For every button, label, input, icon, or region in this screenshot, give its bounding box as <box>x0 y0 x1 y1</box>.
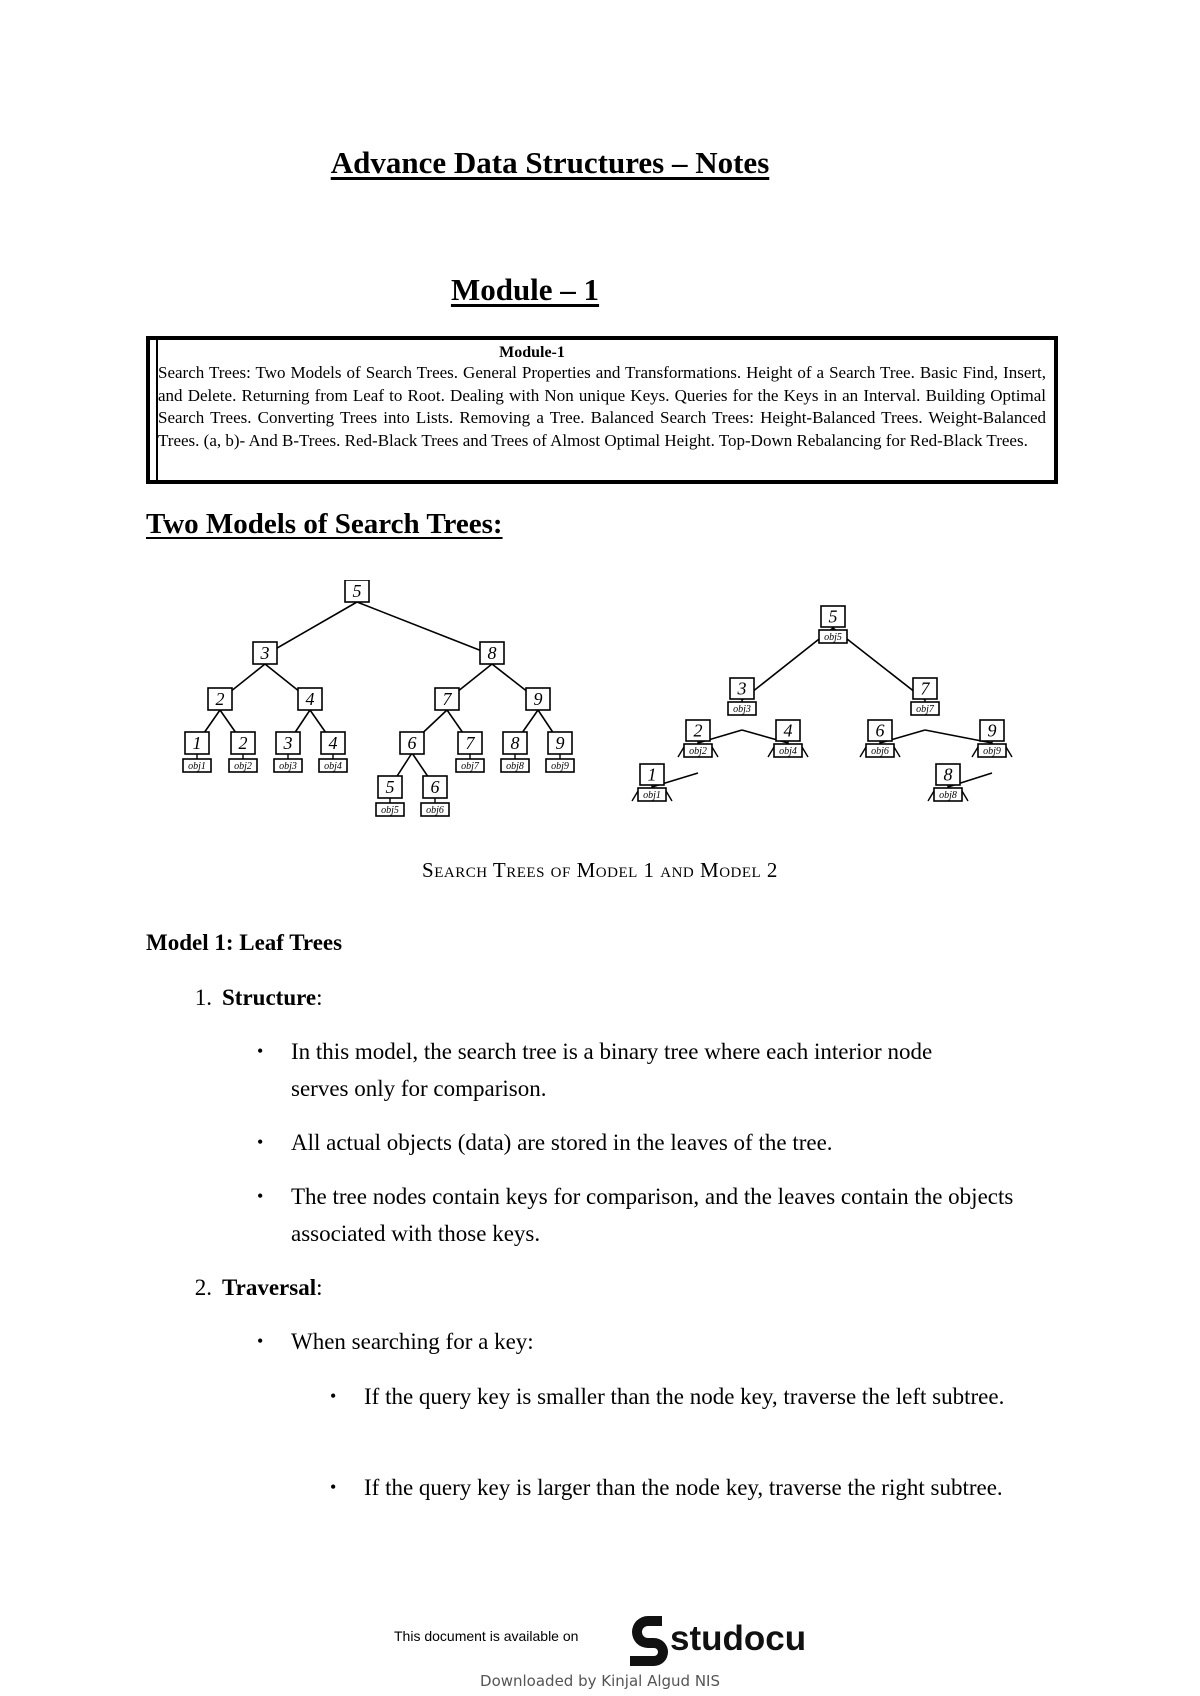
model1-node-label: 6 <box>430 777 440 798</box>
model2-node-label: 3 <box>737 678 747 699</box>
model1-node-label: 2 <box>238 733 248 754</box>
model1-node-label: 3 <box>260 643 270 664</box>
leaf-flare <box>666 791 672 801</box>
model2-object-label: obj1 <box>643 790 661 802</box>
model1-node-label: 8 <box>487 643 497 664</box>
document-title: Advance Data Structures – Notes <box>330 145 770 180</box>
model1-node-label: 6 <box>407 733 417 754</box>
model2-object-label: obj3 <box>733 704 751 716</box>
bullet-dot-icon: • <box>257 1186 264 1206</box>
studocu-wordmark: studocu <box>670 1619 807 1658</box>
bullet-dot-icon: • <box>330 1386 337 1406</box>
model1-leaf-object-label: obj2 <box>234 761 252 773</box>
leaf-flare <box>894 747 900 757</box>
item-number: 1. <box>194 985 212 1010</box>
item-label: Structure <box>222 985 317 1010</box>
model2-node-label: 9 <box>987 720 997 741</box>
syllabus-body: Search Trees: Two Models of Search Trees. General Properties and Transformations. Height of a Search Tree. Basic Find, Insert, and Delete. Returning from Leaf to Root. Dealing with Non unique Keys. Queries for the Keys in an Interval. Building Optimal Search Trees. Converting Trees into Lists. Removing a Tree. Balanced Search Trees: Height-Balanced Trees. Weight-Balanced Trees. (a, b)- And B-Trees. Red-Black Trees and Trees of Almost Optimal Height. Top-Down Rebalancing for Red-Black Trees. <box>158 363 1046 450</box>
bullet-item <box>257 1124 1051 1161</box>
model1-node-label: 4 <box>328 733 338 754</box>
leaf-flare <box>632 791 638 801</box>
bullet-text: In this model, the search tree is a binary tree where each interior node serves only for comparison. <box>291 1039 933 1101</box>
search-trees-figure <box>0 580 1200 850</box>
model2-node-label: 6 <box>875 720 885 741</box>
model2-tree <box>632 606 1012 801</box>
bullet-text: The tree nodes contain keys for comparison, and the leaves contain the objects associated with those keys. <box>291 1184 1014 1246</box>
sub-bullet-item <box>330 1469 1024 1506</box>
model1-leaf-object-label: obj4 <box>324 761 342 773</box>
bullet-dot-icon: • <box>257 1132 264 1152</box>
model1-node-label: 3 <box>283 733 293 754</box>
bullet-text: If the query key is larger than the node key, traverse the right subtree. <box>364 1475 1003 1500</box>
leaf-flare <box>962 791 968 801</box>
downloaded-by: Downloaded by Kinjal Algud NIS <box>480 1672 720 1690</box>
bullet-text: All actual objects (data) are stored in the leaves of the tree. <box>291 1130 833 1155</box>
model1-heading: Model 1: Leaf Trees <box>146 930 343 955</box>
footer-available-text: This document is available on <box>394 1628 579 1644</box>
studocu-mark-icon <box>630 1616 668 1666</box>
model2-object-label: obj2 <box>689 746 707 758</box>
model2-node-label: 2 <box>693 720 703 741</box>
item-label: Traversal <box>222 1275 317 1300</box>
model2-object-label: obj6 <box>871 746 889 758</box>
model2-object-label: obj4 <box>779 746 797 758</box>
bullet-text: When searching for a key: <box>291 1329 534 1354</box>
leaf-flare <box>678 747 684 757</box>
model2-node-label: 5 <box>828 606 838 627</box>
bullet-dot-icon: • <box>330 1477 337 1497</box>
syllabus-left-rule <box>156 340 158 480</box>
bullet-item <box>257 1033 951 1107</box>
model1-leaf-object-label: obj7 <box>461 761 479 773</box>
bullet-dot-icon: • <box>257 1331 264 1351</box>
model1-leaf-object-label: obj8 <box>506 761 524 773</box>
model1-node-label: 4 <box>305 689 315 710</box>
model1-node-label: 9 <box>555 733 565 754</box>
model1-node-label: 2 <box>215 689 225 710</box>
bullet-item <box>257 1323 991 1360</box>
leaf-flare <box>768 747 774 757</box>
model1-leaf-object-label: obj6 <box>426 805 444 817</box>
section-title: Two Models of Search Trees: <box>146 508 503 540</box>
sub-bullet-item <box>330 1378 1024 1415</box>
bullet-item <box>257 1178 1081 1252</box>
model1-node-label: 7 <box>442 689 452 710</box>
item-number: 2. <box>194 1275 212 1300</box>
model1-leaf-object-label: obj9 <box>551 761 569 773</box>
module-title: Module – 1 <box>450 272 600 307</box>
studocu-logo[interactable] <box>618 1610 818 1666</box>
leaf-flare <box>972 747 978 757</box>
leaf-flare <box>928 791 934 801</box>
item-colon: : <box>316 985 323 1010</box>
leaf-flare <box>860 747 866 757</box>
model1-node-label: 5 <box>352 581 362 602</box>
model2-edges <box>652 628 992 787</box>
model1-node-label: 7 <box>465 733 475 754</box>
bullet-text: If the query key is smaller than the node key, traverse the left subtree. <box>364 1384 1005 1409</box>
syllabus-box <box>146 336 1058 484</box>
bullet-dot-icon: • <box>257 1041 264 1061</box>
model1-node-label: 9 <box>533 689 543 710</box>
model2-object-label: obj8 <box>939 790 957 802</box>
syllabus-heading: Module-1 <box>499 344 565 361</box>
model2-object-label: obj7 <box>916 704 934 716</box>
model2-object-label: obj5 <box>824 632 842 644</box>
item-structure <box>172 985 323 1011</box>
model1-node-label: 8 <box>510 733 520 754</box>
leaf-flare <box>1006 747 1012 757</box>
model1-node-label: 1 <box>192 733 202 754</box>
item-colon: : <box>316 1275 323 1300</box>
model1-leaf-object-label: obj5 <box>381 805 399 817</box>
model1-leaf-object-label: obj1 <box>188 761 206 773</box>
model2-node-label: 7 <box>920 678 930 699</box>
model1-tree <box>183 580 574 816</box>
model2-node-label: 1 <box>647 764 657 785</box>
leaf-flare <box>802 747 808 757</box>
model2-object-label: obj9 <box>983 746 1001 758</box>
model2-node-label: 8 <box>943 764 953 785</box>
leaf-flare <box>712 747 718 757</box>
model2-node-label: 4 <box>783 720 793 741</box>
model1-node-label: 5 <box>385 777 395 798</box>
model1-leaf-object-label: obj3 <box>279 761 297 773</box>
figure-caption: Search Trees of Model 1 and Model 2 <box>422 858 778 882</box>
item-traversal <box>172 1275 323 1301</box>
